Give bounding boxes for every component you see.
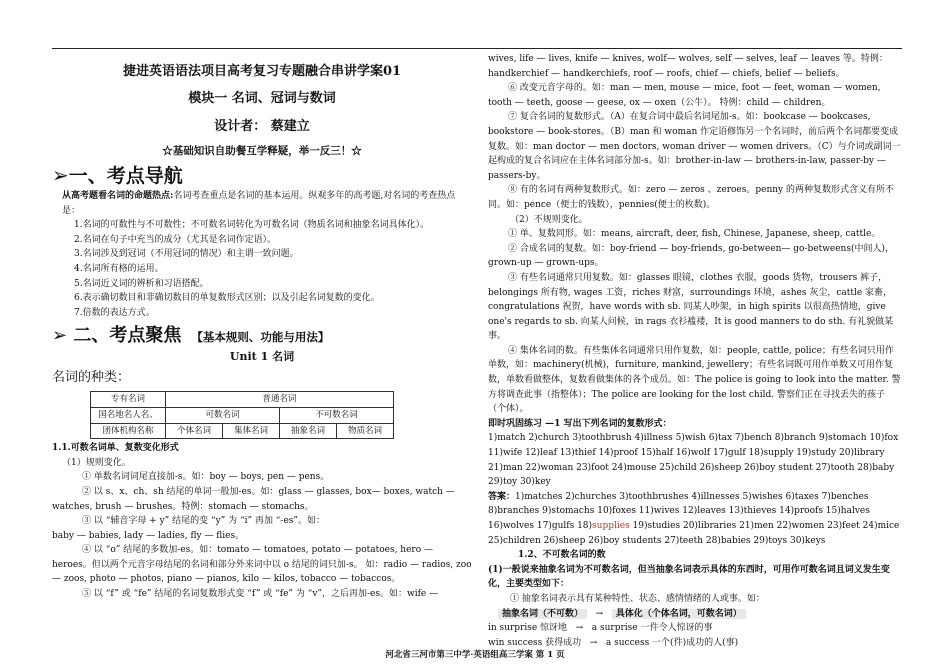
irregular-change: （2）不规则变化。 (510, 214, 588, 225)
point-item: 7.倍数的表达方式。 (74, 307, 155, 318)
plural-title: 1.1.可数名词单、复数变化形式 (52, 443, 179, 454)
top-rule (52, 48, 902, 49)
arrow-right-icon: → (575, 623, 584, 634)
designer-line: 设计者： 蔡建立 (214, 119, 310, 134)
point-item: 4.名词所有格的运用。 (74, 263, 164, 274)
table-cell: 团体机构名称 (91, 423, 166, 439)
doc-title: 捷进英语语法项目高考复习专题融合串讲学案01 (122, 64, 402, 79)
rule-item: wives, life — lives, knife — knives, wolf— wolves, self — selves, leaf — leaves 等。特例：handkerchief — handkerchiefs, roof — roofs, chief — chiefs, belief — beliefs。 (488, 54, 888, 79)
table-cell: 物质名词 (337, 423, 394, 439)
rule-item: ② 合成名词的复数。如：boy-friend — boy-friends, go-between— go-betweens(中间人)，grown-up — grown-ups。 (488, 243, 894, 269)
rule-item: ③ 有些名词通常只用复数。如：glasses 眼镜，clothes 衣服，goods 货物，trousers 裤子，belongings 所有物, wages 工资，riches 财富，surroundings 环境，ashes 灰尘，cattle 家畜，congratulations 祝贺，have words with sb. 同某人吵架，in high spirits 以很高热情地，give one's regards to sb. 向某人问候，in rags 衣衫褴褛，It is good manners to do sth. 有礼貌做某事。 (488, 272, 894, 342)
arrow-icon: ➢ (52, 163, 69, 187)
arrow-right-icon: → (595, 608, 604, 619)
rule-item: ⑤ 以 “f” 或 “fe” 结尾的名词复数形式变 “f” 或 “fe” 为 “v”，之后再加-es。如：wife — (82, 589, 439, 600)
rule-item: ② 以 s、x、ch、sh 结尾的单词一般加-es。如：glass — glasses, box— boxes, watch — watches, brush — brushes。特例：stomach — stomachs。 (52, 486, 455, 512)
table-cell: 抽象名词 (280, 423, 337, 439)
point-item: 1.名词的可数性与不可数性；不可数名词转化为可数名词（物质名词和抽象名词具体化）。 (74, 220, 430, 231)
uncount-item: ① 抽象名词表示具有某种特性、状态、感情情绪的人或事。如： (510, 593, 765, 604)
uncount-title: 1.2、不可数名词的数 (518, 550, 606, 561)
noun-kinds-table (90, 391, 394, 439)
noun-kinds-title: 名词的种类： (52, 370, 131, 386)
practice-title: 即时巩固练习 —1 写出下列名词的复数形式： (488, 418, 672, 429)
arrow-icon: ➢ (52, 325, 74, 347)
example-row: in surprise 惊讶地 → a surprise 一件令人惊讶的事 (488, 623, 713, 634)
answers: 答案：1)matches 2)churches 3)toothbrushes 4)illnesses 5)wishes 6)taxes 7)benches 8)branches 9)stomachs 10)foxes 11)wives 12)leaves 13)thieves 14)proofs 15)halves 16)wolves 17)gulfs 18)supplies 19)studies 20)libraries 21)men 22)women 23)feet 24)mice 25)children 26)sheep 26)boy students 27)teeth 28)babies 29)toys 30)keys (488, 491, 900, 546)
table-cell: 集体名词 (223, 423, 280, 439)
answer-highlight: supplies (592, 521, 630, 531)
highlight-row: 抽象名词（不可数） → 具体化（个体名词，可数名词） (488, 607, 902, 622)
uncount-rule: (1)一般说来抽象名词为不可数名词，但当抽象名词表示具体的东西时，可用作可数名词且词义发生变化，主要类型如下： (488, 564, 890, 590)
rule-item: ④ 以 “o” 结尾的多数加-es。如：tomato — tomatoes, potato — potatoes, hero — heroes。但以两个元音字母结尾的名词和部分外来词中以 o 结尾的词只加-s。 如：radio — radios, zoo — zoos, photo — photos, piano — pianos, kilo — kilos, tobacco — tobaccos。 (52, 545, 472, 585)
rule-item: ① 单数名词词尾直接加-s。如：boy — boys, pen — pens。 (82, 472, 330, 483)
rule-item: ⑧ 有的名词有两种复数形式。如：zero — zeros 、zeroes。penny 的两种复数形式含义有所不同。如：pence（便士的钱数），pennies(便士的枚数)。 (488, 185, 894, 210)
practice-list: 1)match 2)church 3)toothbrush 4)illness 5)wish 6)tax 7)bench 8)branch 9)stomach 10)fox 11)wife 12)leaf 13)thief 14)proof 15)half 16)wolf 17)gulf 18)supply 19)study 20)library 21)man 22)woman 23)foot 24)mouse 25)child 26)sheep 26)boy student 27)tooth 28)baby 29)toy 30)key (488, 433, 899, 488)
table-cell: 可数名词 (166, 407, 280, 423)
rule-item: ⑦ 复合名词的复数形式。（A）在复合词中最后名词尾加-s。如：bookcase — bookcases, bookstore — book-stores。（B）man 和 woman 作定语修饰另一个名词时，前后两个名词都要变成复数。如：man doctor — men doctors, woman driver — women drivers。（C）与介词或副词一起构成的复合名词应在主体名词部分加-s。如：brother-in-law — brothers-in-law, passer-by — passers-by。 (488, 112, 901, 181)
page-footer: 河北省三河市第三中学·英语组高三学案 第 1 页 (385, 650, 565, 660)
table-cell: 个体名词 (166, 423, 223, 439)
table-cell: 普通名词 (166, 392, 394, 408)
table-cell: 专有名词 (91, 392, 166, 408)
rule-item: ⑥ 改变元音字母的。如：man — men, mouse — mice, foot — feet, woman — women, tooth — teeth, goose — geese, ox — oxen（公牛）。 特例：child — children。 (488, 83, 881, 108)
rule-item: ① 单、复数同形。如：means, aircraft, deer, fish, Chinese, Japanese, sheep, cattle。 (508, 229, 881, 240)
right-column (488, 52, 902, 650)
arrow-right-icon: → (589, 637, 598, 648)
point-item: 6.表示确切数目和非确切数目的单复数形式区别；以及引起名词复数的变化。 (74, 293, 380, 304)
module-title: 模块一 名词、冠词与数词 (188, 91, 336, 106)
table-cell: 不可数名词 (280, 407, 394, 423)
section1-heading: ➢一、考点导航 (52, 163, 183, 187)
motto-line: ☆基础知识自助餐互学释疑，举一反三！☆ (162, 145, 362, 157)
section2-heading: ➢ 二、考点聚焦 【基本规则、功能与用法】 (52, 325, 330, 347)
point-item: 2.名词在句子中充当的成分（尤其是名词作定语）。 (74, 234, 277, 245)
left-column (52, 52, 472, 602)
unit-title: Unit 1 名词 (229, 350, 295, 364)
section1-intro: 从高考题看名词的命题热点:名词考查重点是名词的基本运用。纵观多年的高考题,对名词的考查热点是： (62, 191, 456, 216)
table-cell: 国名地名人名、 (91, 407, 166, 423)
rule-item: ③ 以 “辅音字母 + y” 结尾的变 “y” 为 “i” 再加 “-es”。如： (82, 516, 325, 527)
rule-item: ④ 集体名词的数。有些集体名词通常只用作复数，如：people, cattle, police；有些名词只用作单数，如：machinery(机械)，furniture, mankind, jewellery；有些名词既可用作单数又可用作复数，单数看做整体，复数看做集体的各个成员。如：The police is going to look into the matter. 警方将调查此事（指整体）；The police are looking for the lost child. 警察们正在寻找丢失的孩子（个体）。 (488, 345, 901, 415)
example-row: win success 获得成功 → a success 一个(件)成功的人(事) (488, 637, 739, 648)
rule-item: baby — babies, lady — ladies, fly — flies。 (52, 530, 245, 541)
point-item: 5.名词近义词的辨析和习语搭配。 (74, 278, 209, 289)
regular-change: （1）规则变化。 (62, 457, 131, 468)
point-item: 3.名词涉及到冠词（不用冠词的情况）和主谓一致问题。 (74, 249, 299, 260)
